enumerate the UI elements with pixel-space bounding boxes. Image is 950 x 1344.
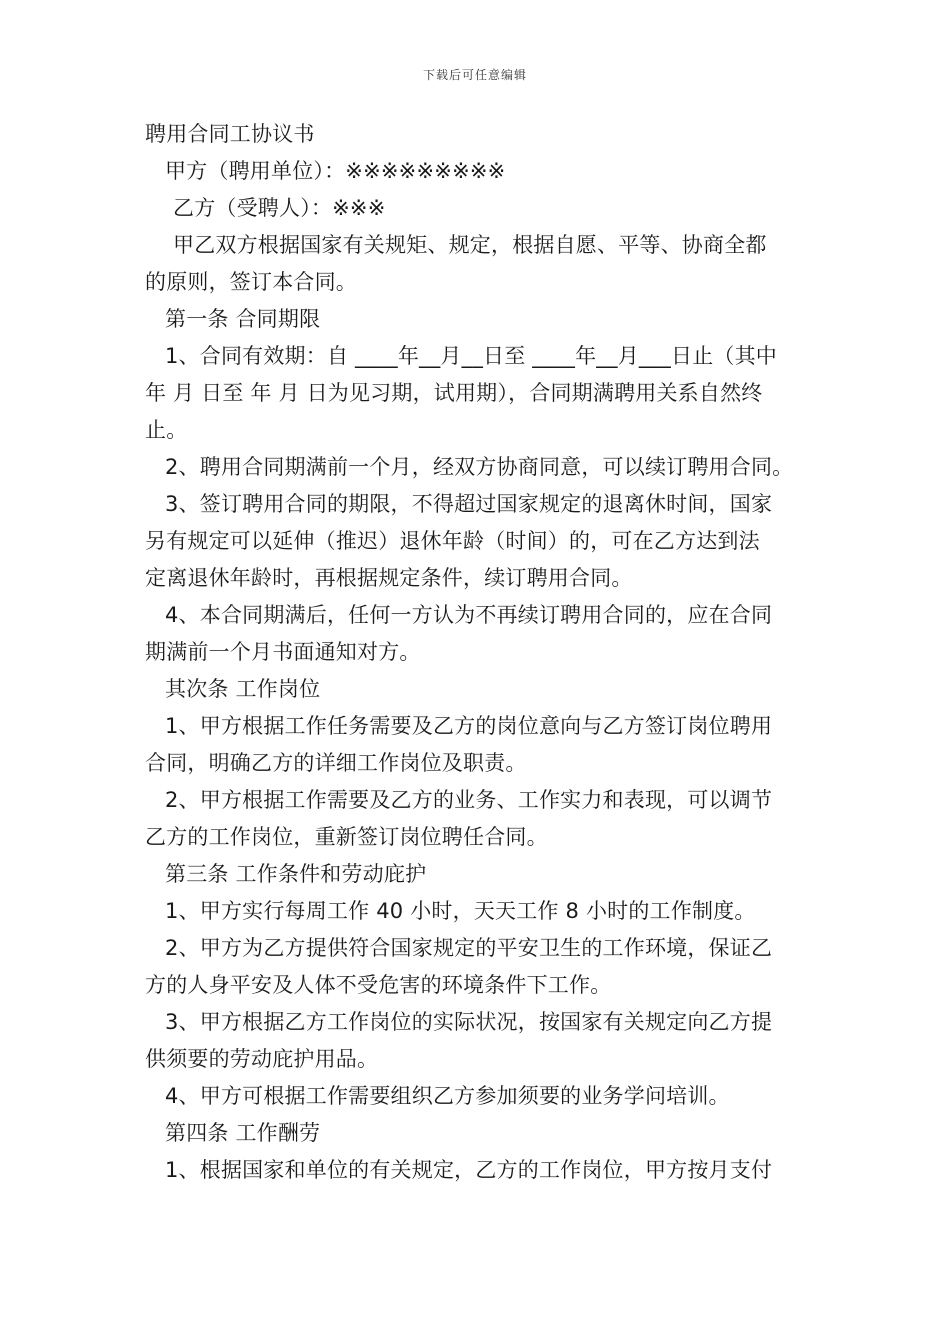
article-2-clause-2-line-2: 乙方的工作岗位，重新签订岗位聘任合同。 [145,825,548,849]
article-1-clause-1-line-2: 年 月 日至 年 月 日为见习期，试用期），合同期满聘用关系自然终 [145,381,763,405]
party-a: 甲方（聘用单位）：※※※※※※※※※ [165,159,506,183]
article-3-clause-3-line-1: 3、甲方根据乙方工作岗位的实际状况，按国家有关规定向乙方提 [165,1010,773,1034]
article-1-clause-2: 2、聘用合同期满前一个月，经双方协商同意，可以续订聘用合同。 [165,455,794,479]
article-4-clause-1-line-1: 1、根据国家和单位的有关规定，乙方的工作岗位，甲方按月支付 [165,1158,773,1182]
article-3-title: 第三条 工作条件和劳动庇护 [165,862,427,886]
preamble-line-2: 的原则，签订本合同。 [145,270,357,294]
document-body [145,116,813,1189]
article-3-clause-4: 4、甲方可根据工作需要组织乙方参加须要的业务学问培训。 [165,1084,730,1108]
article-1-clause-4-line-1: 4、本合同期满后，任何一方认为不再续订聘用合同的，应在合同 [165,603,773,627]
header-note: 下载后可任意编辑 [422,68,527,82]
article-2-clause-1-line-2: 合同，明确乙方的详细工作岗位及职责。 [145,751,527,775]
article-3-clause-2-line-1: 2、甲方为乙方提供符合国家规定的平安卫生的工作环境，保证乙 [165,936,773,960]
article-1-clause-1-line-1: 1、合同有效期：自 ____年__月__日至 ____年__月___日止（其中 [165,344,778,368]
article-2-clause-1-line-1: 1、甲方根据工作任务需要及乙方的岗位意向与乙方签订岗位聘用 [165,714,773,738]
article-3-clause-3-line-2: 供须要的劳动庇护用品。 [145,1047,379,1071]
article-3-clause-2-line-2: 方的人身平安及人体不受危害的环境条件下工作。 [145,973,612,997]
article-2-title: 其次条 工作岗位 [165,677,321,701]
article-3-clause-1: 1、甲方实行每周工作 40 小时，天天工作 8 小时的工作制度。 [165,899,756,923]
preamble-line-1: 甲乙双方根据国家有关规矩、规定，根据自愿、平等、协商全都 [173,233,767,257]
article-1-clause-3-line-3: 定离退休年龄时，再根据规定条件，续订聘用合同。 [145,566,633,590]
article-1-clause-3-line-2: 另有规定可以延伸（推迟）退休年龄（时间）的，可在乙方达到法 [145,529,760,553]
article-2-clause-2-line-1: 2、甲方根据工作需要及乙方的业务、工作实力和表现，可以调节 [165,788,773,812]
article-1-title: 第一条 合同期限 [165,307,321,331]
article-1-clause-4-line-2: 期满前一个月书面通知对方。 [145,640,421,664]
article-4-title: 第四条 工作酬劳 [165,1121,321,1145]
article-1-clause-3-line-1: 3、签订聘用合同的期限，不得超过国家规定的退离休时间，国家 [165,492,773,516]
document-title: 聘用合同工协议书 [145,122,315,146]
party-b: 乙方（受聘人）：※※※ [173,196,386,220]
article-1-clause-1-line-3: 止。 [145,418,188,442]
